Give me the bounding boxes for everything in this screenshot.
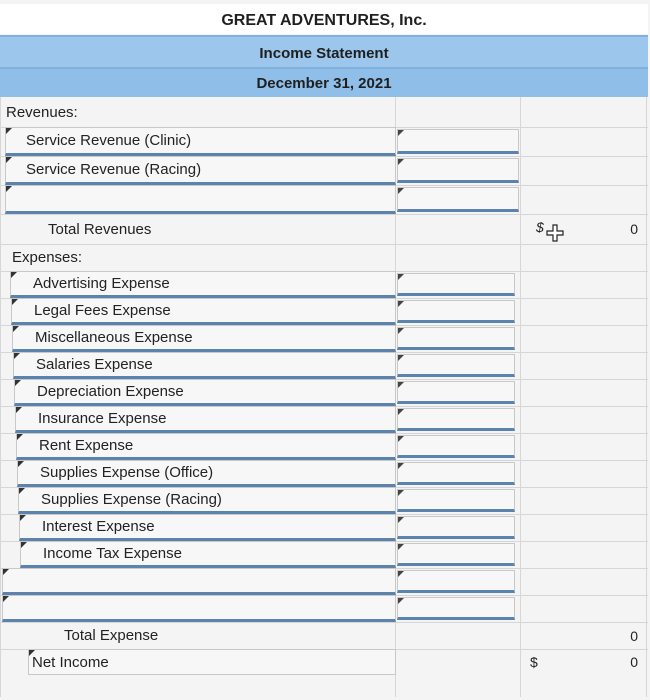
expense-amount-input[interactable] xyxy=(397,597,515,620)
net-income-value: 0 xyxy=(630,654,638,670)
expense-amount-input[interactable] xyxy=(397,516,515,539)
expense-row xyxy=(0,271,648,299)
expense-row xyxy=(0,325,648,353)
expense-amount-input[interactable] xyxy=(397,327,515,350)
expense-row xyxy=(0,595,648,623)
expenses-heading-row xyxy=(0,244,648,272)
total-expense-label: Total Expense xyxy=(64,627,159,644)
expense-account-select[interactable] xyxy=(2,568,396,595)
revenue-row xyxy=(0,156,648,186)
expense-amount-input[interactable] xyxy=(397,570,515,593)
total-revenues-label: Total Revenues xyxy=(48,220,152,238)
expense-amount-input[interactable] xyxy=(397,273,515,296)
revenue-amount-input[interactable] xyxy=(397,187,519,212)
total-revenues-value: 0 xyxy=(630,221,638,237)
net-income-account-select[interactable]: Net Income xyxy=(28,649,396,675)
revenue-amount-input[interactable] xyxy=(397,158,519,183)
expense-row xyxy=(0,541,648,569)
expense-account-select[interactable] xyxy=(2,595,396,622)
expense-amount-input[interactable] xyxy=(397,381,515,404)
expense-row xyxy=(0,568,648,596)
expense-account-select[interactable]: Income Tax Expense xyxy=(20,541,396,568)
expense-account-select[interactable]: Legal Fees Expense xyxy=(11,298,396,325)
expense-amount-input[interactable] xyxy=(397,300,515,323)
expense-account-select[interactable]: Depreciation Expense xyxy=(14,379,396,406)
expenses-heading: Expenses: xyxy=(12,249,83,266)
statement-grid xyxy=(0,97,648,697)
statement-date: December 31, 2021 xyxy=(0,68,648,97)
expense-amount-input[interactable] xyxy=(397,489,515,512)
revenues-heading: Revenues: xyxy=(6,103,78,121)
expense-amount-input[interactable] xyxy=(397,435,515,458)
expense-row xyxy=(0,460,648,488)
total-revenues-currency: $ xyxy=(536,219,544,235)
revenues-heading-row xyxy=(0,97,648,128)
expense-row xyxy=(0,379,648,407)
expense-account-select[interactable]: Supplies Expense (Office) xyxy=(17,460,396,487)
revenue-row xyxy=(0,185,648,215)
net-income-row xyxy=(0,649,648,675)
expense-row xyxy=(0,514,648,542)
total-revenues-row xyxy=(0,214,648,245)
expense-account-select[interactable]: Supplies Expense (Racing) xyxy=(18,487,396,514)
total-expense-value: 0 xyxy=(630,627,638,644)
expense-row xyxy=(0,433,648,461)
total-expense-row xyxy=(0,622,648,650)
expense-account-select[interactable]: Interest Expense xyxy=(19,514,396,541)
expense-row xyxy=(0,487,648,515)
expense-amount-input[interactable] xyxy=(397,462,515,485)
expense-amount-input[interactable] xyxy=(397,354,515,377)
move-cursor-icon xyxy=(546,224,564,242)
expense-account-select[interactable]: Advertising Expense xyxy=(10,271,396,298)
net-income-currency: $ xyxy=(530,654,538,670)
revenue-row xyxy=(0,127,648,157)
expense-account-select[interactable]: Salaries Expense xyxy=(13,352,396,379)
statement-title: Income Statement xyxy=(0,36,648,67)
expense-amount-input[interactable] xyxy=(397,543,515,566)
revenue-amount-input[interactable] xyxy=(397,129,519,154)
expense-row xyxy=(0,298,648,326)
revenue-account-select[interactable]: Service Revenue (Racing) xyxy=(5,156,396,185)
revenue-account-select[interactable]: Service Revenue (Clinic) xyxy=(5,127,396,156)
company-name: GREAT ADVENTURES, Inc. xyxy=(0,4,648,34)
expense-row xyxy=(0,352,648,380)
expense-amount-input[interactable] xyxy=(397,408,515,431)
expense-account-select[interactable]: Insurance Expense xyxy=(15,406,396,433)
expense-row xyxy=(0,406,648,434)
expense-account-select[interactable]: Miscellaneous Expense xyxy=(12,325,396,352)
revenue-account-select[interactable] xyxy=(5,185,396,214)
expense-account-select[interactable]: Rent Expense xyxy=(16,433,396,460)
